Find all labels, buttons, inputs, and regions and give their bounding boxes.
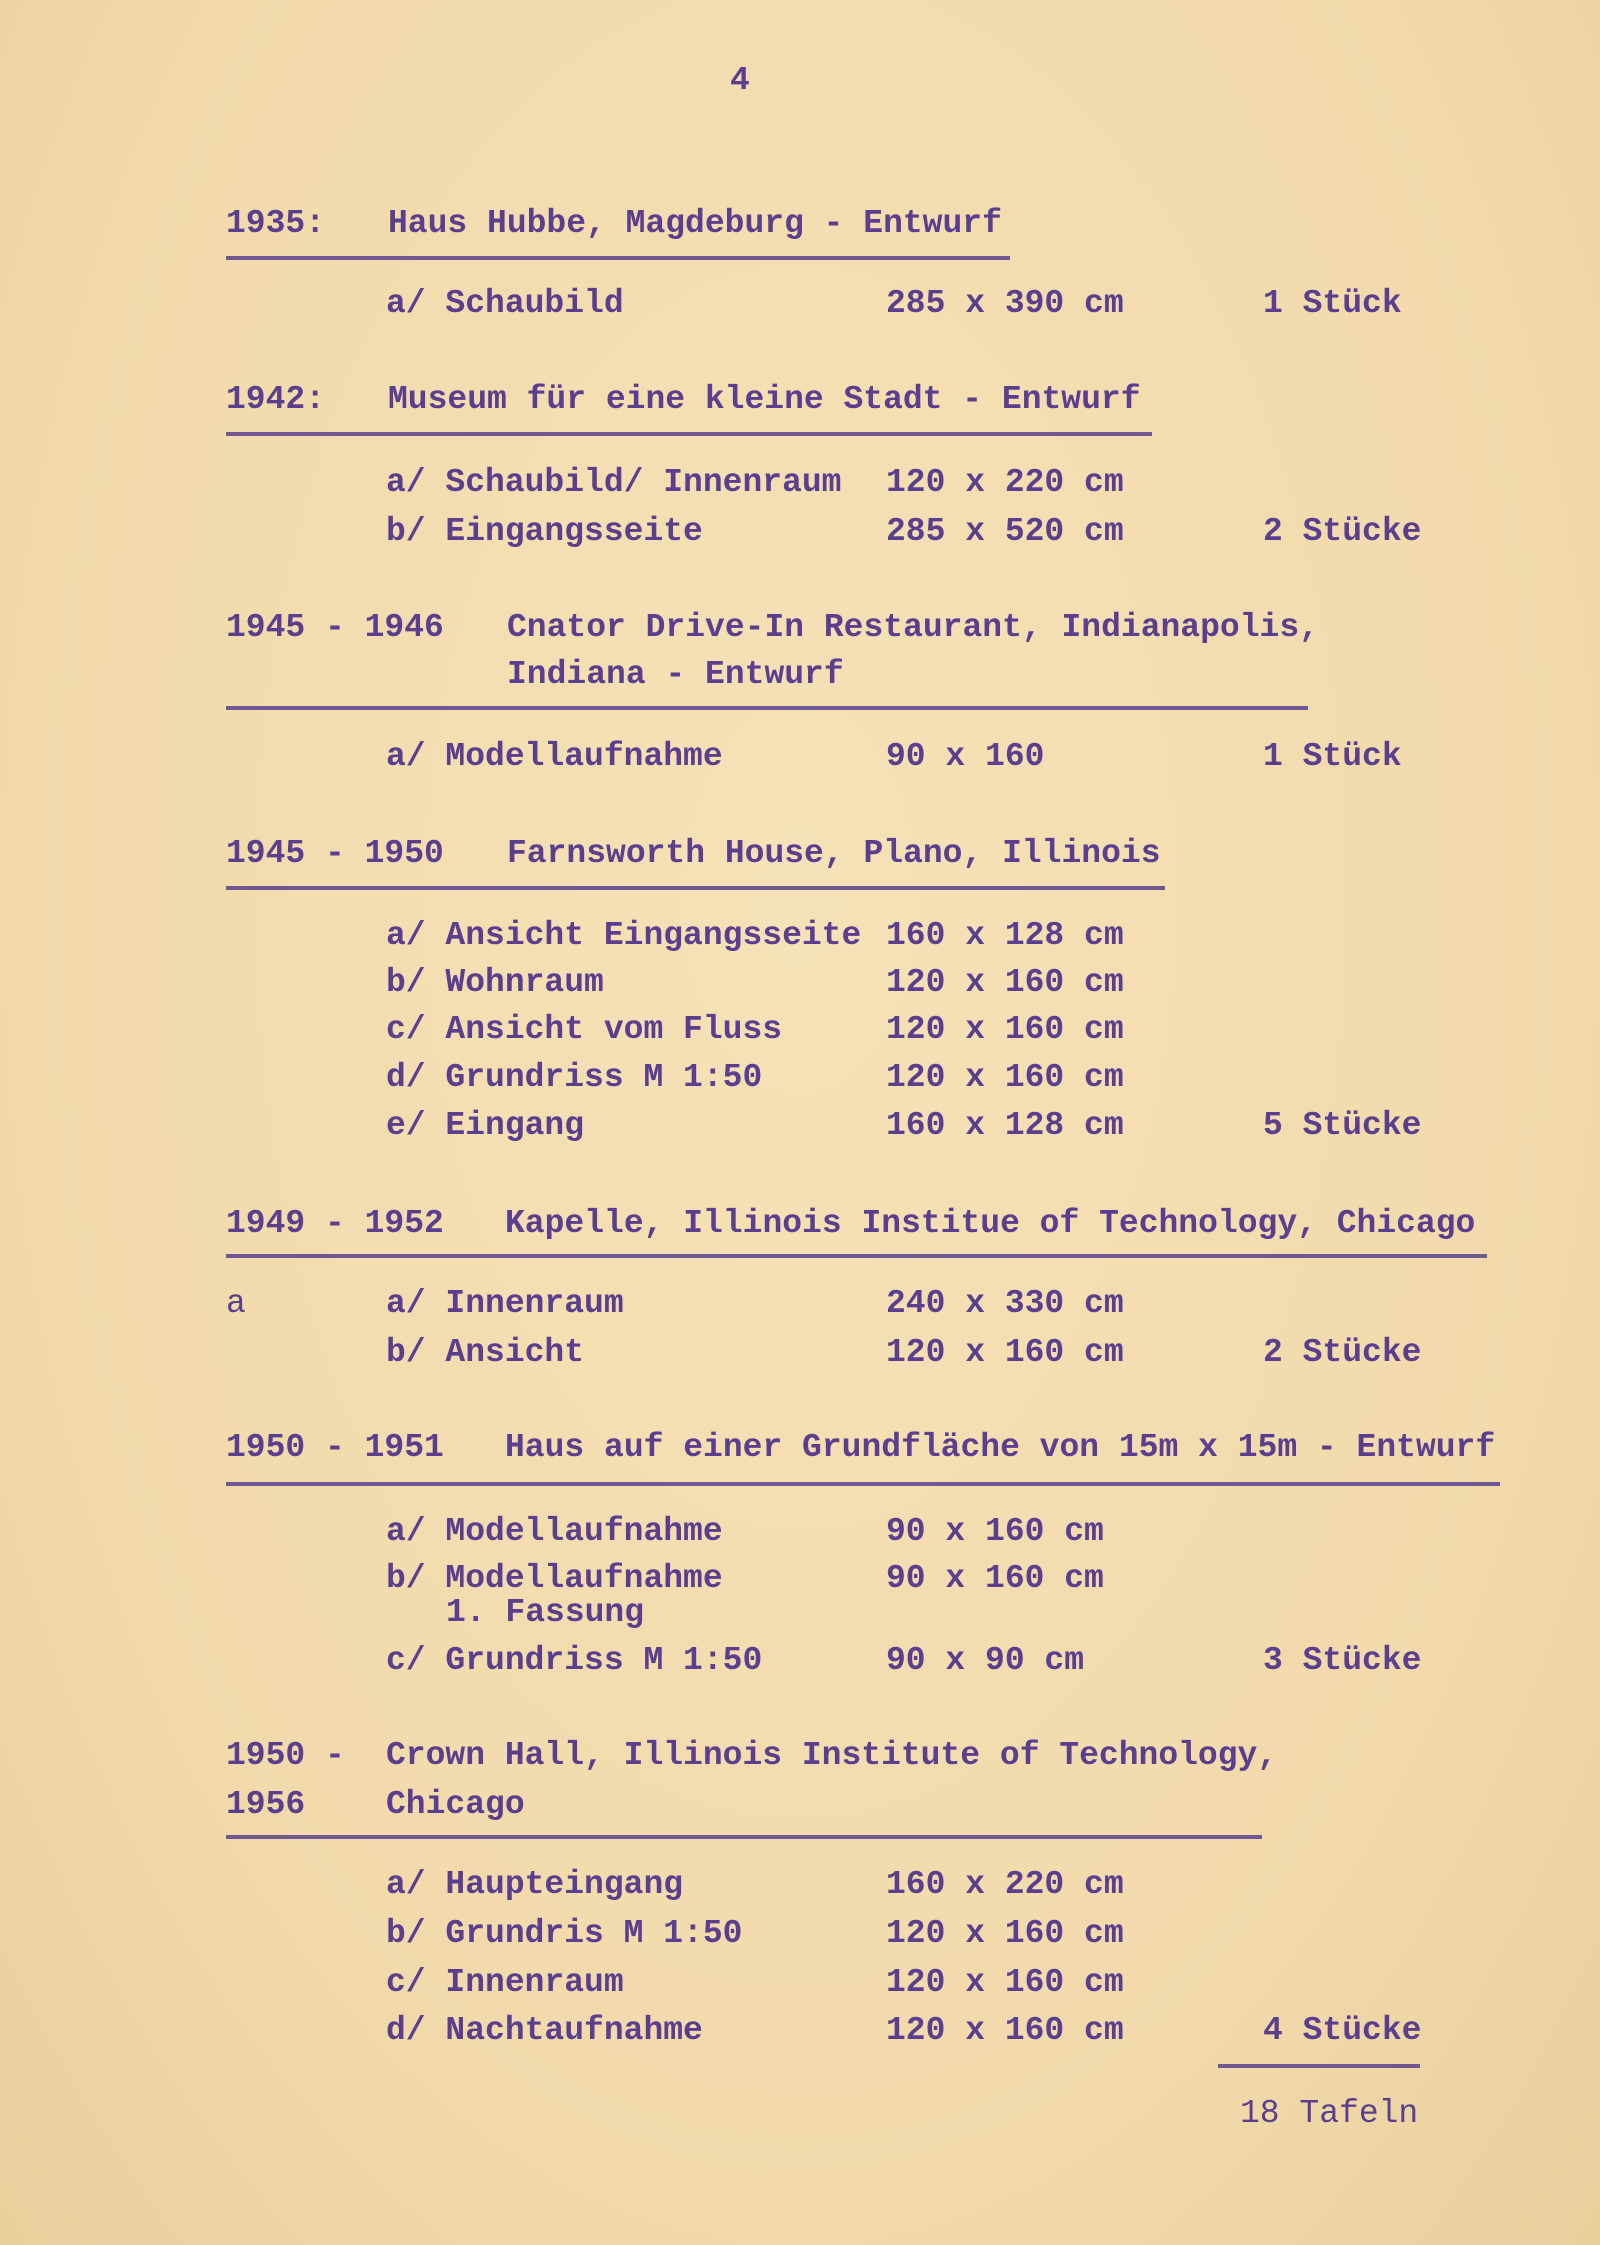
item-dims: 120 x 220 cm xyxy=(886,464,1124,501)
item-label: c/ Innenraum xyxy=(386,1964,624,2001)
item-count: 5 Stücke xyxy=(1263,1107,1422,1144)
margin-mark: a xyxy=(226,1285,246,1322)
item-label: b/ Grundris M 1:50 xyxy=(386,1915,743,1952)
item-dims: 120 x 160 cm xyxy=(886,2012,1124,2049)
title-underline xyxy=(226,432,1152,436)
item-count: 2 Stücke xyxy=(1263,1334,1422,1371)
item-count: 2 Stücke xyxy=(1263,513,1422,550)
section-title: Haus auf einer Grundfläche von 15m x 15m - Entwurf xyxy=(505,1429,1496,1466)
item-count: 1 Stück xyxy=(1263,738,1402,775)
item-dims: 90 x 160 cm xyxy=(886,1560,1104,1597)
title-underline xyxy=(226,1835,1262,1839)
section-year: 1945 - 1946 xyxy=(226,609,444,646)
item-dims: 120 x 160 cm xyxy=(886,1334,1124,1371)
title-underline xyxy=(226,256,1010,260)
section-year: 1950 - xyxy=(226,1737,345,1774)
item-dims: 120 x 160 cm xyxy=(886,1964,1124,2001)
item-count: 3 Stücke xyxy=(1263,1642,1422,1679)
item-label: a/ Schaubild/ Innenraum xyxy=(386,464,842,501)
section-title: Cnator Drive-In Restaurant, Indianapolis, xyxy=(507,609,1319,646)
item-count: 1 Stück xyxy=(1263,285,1402,322)
item-dims: 285 x 520 cm xyxy=(886,513,1124,550)
section-year: 1935: xyxy=(226,205,326,242)
title-underline xyxy=(226,1254,1487,1258)
section-year-end: 1956 xyxy=(226,1786,306,1823)
item-dims: 90 x 90 cm xyxy=(886,1642,1085,1679)
item-label: d/ Grundriss M 1:50 xyxy=(386,1059,763,1096)
item-dims: 90 x 160 cm xyxy=(886,1513,1104,1550)
item-label: a/ Innenraum xyxy=(386,1285,624,1322)
item-dims: 160 x 220 cm xyxy=(886,1866,1124,1903)
section-year: 1950 - 1951 xyxy=(226,1429,444,1466)
title-underline xyxy=(226,706,1308,710)
section-year: 1942: xyxy=(226,381,326,418)
section-title: Museum für eine kleine Stadt - Entwurf xyxy=(388,381,1141,418)
item-label: b/ Eingangsseite xyxy=(386,513,703,550)
section-title: Haus Hubbe, Magdeburg - Entwurf xyxy=(388,205,1002,242)
item-label: a/ Modellaufnahme xyxy=(386,1513,723,1550)
item-label: b/ Wohnraum xyxy=(386,964,604,1001)
item-label: a/ Schaubild xyxy=(386,285,624,322)
item-dims: 120 x 160 cm xyxy=(886,964,1124,1001)
item-label: b/ Modellaufnahme xyxy=(386,1560,723,1597)
item-dims: 240 x 330 cm xyxy=(886,1285,1124,1322)
item-label-continued: 1. Fassung xyxy=(446,1594,645,1631)
title-underline xyxy=(226,1482,1500,1486)
item-dims: 120 x 160 cm xyxy=(886,1059,1124,1096)
section-year: 1945 - 1950 xyxy=(226,835,444,872)
section-title: Farnsworth House, Plano, Illinois xyxy=(507,835,1161,872)
item-label: d/ Nachtaufnahme xyxy=(386,2012,703,2049)
item-label: a/ Haupteingang xyxy=(386,1866,684,1903)
item-label: a/ Modellaufnahme xyxy=(386,738,723,775)
item-dims: 90 x 160 xyxy=(886,738,1045,775)
item-dims: 160 x 128 cm xyxy=(886,917,1124,954)
section-title: Chicago xyxy=(386,1786,525,1823)
item-dims: 120 x 160 cm xyxy=(886,1011,1124,1048)
item-dims: 120 x 160 cm xyxy=(886,1915,1124,1952)
page-number: 4 xyxy=(730,62,750,99)
section-year: 1949 - 1952 xyxy=(226,1205,444,1242)
section-title: Crown Hall, Illinois Institute of Technology, xyxy=(386,1737,1278,1774)
item-label: e/ Eingang xyxy=(386,1107,585,1144)
section-title: Kapelle, Illinois Institue of Technology, Chicago xyxy=(505,1205,1476,1242)
total-underline xyxy=(1218,2064,1420,2068)
item-dims: 160 x 128 cm xyxy=(886,1107,1124,1144)
item-label: c/ Grundriss M 1:50 xyxy=(386,1642,763,1679)
section-title: Indiana - Entwurf xyxy=(507,656,844,693)
item-label: a/ Ansicht Eingangsseite xyxy=(386,917,862,954)
title-underline xyxy=(226,886,1165,890)
item-count: 4 Stücke xyxy=(1263,2012,1422,2049)
item-dims: 285 x 390 cm xyxy=(886,285,1124,322)
item-label: b/ Ansicht xyxy=(386,1334,585,1371)
item-label: c/ Ansicht vom Fluss xyxy=(386,1011,783,1048)
total-count: 18 Tafeln xyxy=(1240,2095,1419,2132)
